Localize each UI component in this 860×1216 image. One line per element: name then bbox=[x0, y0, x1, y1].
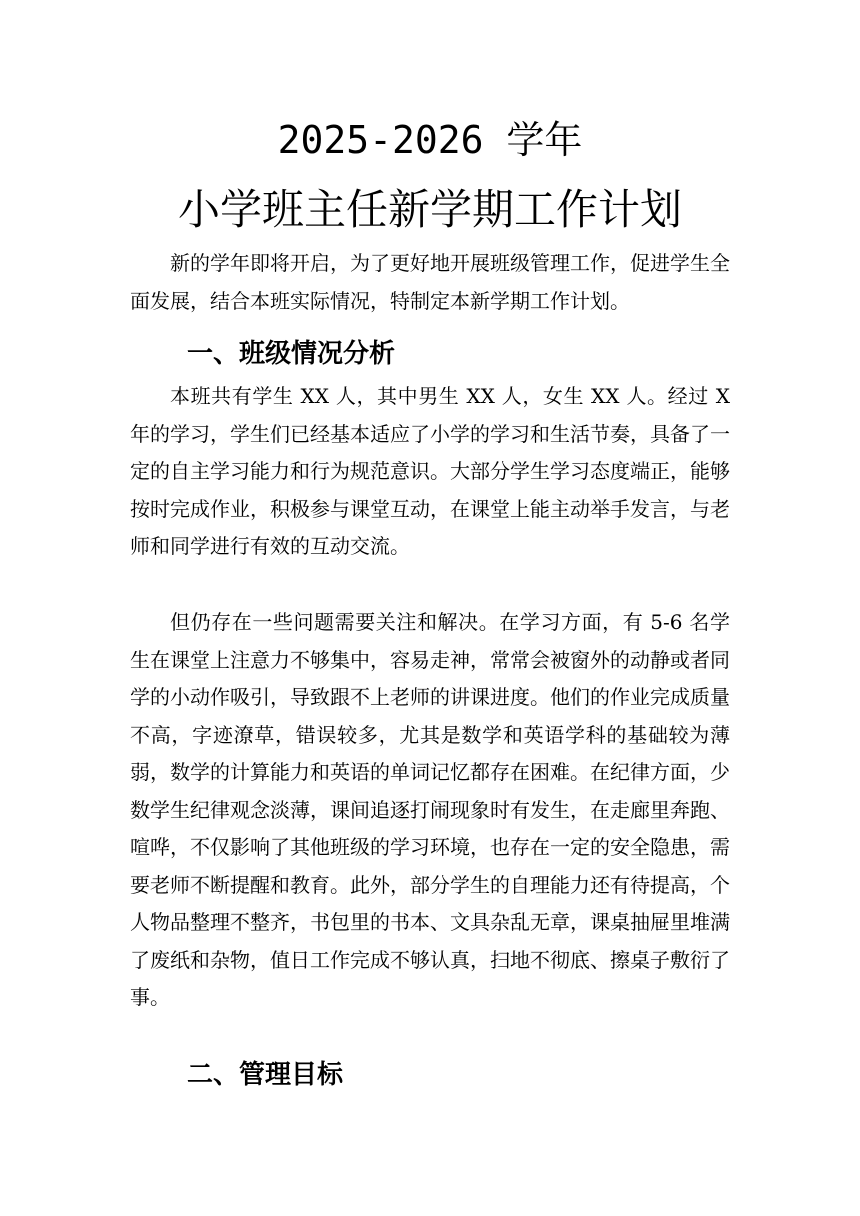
intro-paragraph: 新的学年即将开启，为了更好地开展班级管理工作，促进学生全面发展，结合本班实际情况，特制定本新学期工作计划。 bbox=[130, 251, 730, 313]
body-paragraph: 本班共有学生 XX 人，其中男生 XX 人，女生 XX 人。经过 X 年的学习，学生们已经基本适应了小学的学习和生活节奏，具备了一定的自主学习能力和行为规范意识。大部分学生学习态度端正，能够按时完成作业，积极参与课堂互动，在课堂上能主动举手发言，与老师和同学进行有效的互动交流。 bbox=[130, 384, 730, 558]
document-title-year: 2025-2026 学年 bbox=[277, 118, 583, 162]
body-paragraph: 但仍存在一些问题需要关注和解决。在学习方面，有 5-6 名学生在课堂上注意力不够集中，容易走神，常常会被窗外的动静或者同学的小动作吸引，导致跟不上老师的讲课进度。他们的作业完成质量不高，字迹潦草，错误较多，尤其是数学和英语学科的基础较为薄弱，数学的计算能力和英语的单词记忆都存在困难。在纪律方面，少数学生纪律观念淡薄，课间追逐打闹现象时有发生，在走廊里奔跑、喧哗，不仅影响了其他班级的学习环境，也存在一定的安全隐患，需要老师不断提醒和教育。此外，部分学生的自理能力还有待提高，个人物品整理不整齐，书包里的书本、文具杂乱无章，课桌抽屉里堆满了废纸和杂物，值日工作完成不够认真，扫地不彻底、擦桌子敷衍了事。 bbox=[130, 610, 730, 1009]
section-heading-management-goals: 二、管理目标 bbox=[187, 1060, 344, 1090]
section-heading-class-analysis: 一、班级情况分析 bbox=[187, 339, 396, 369]
document-title: 小学班主任新学期工作计划 bbox=[177, 185, 682, 234]
